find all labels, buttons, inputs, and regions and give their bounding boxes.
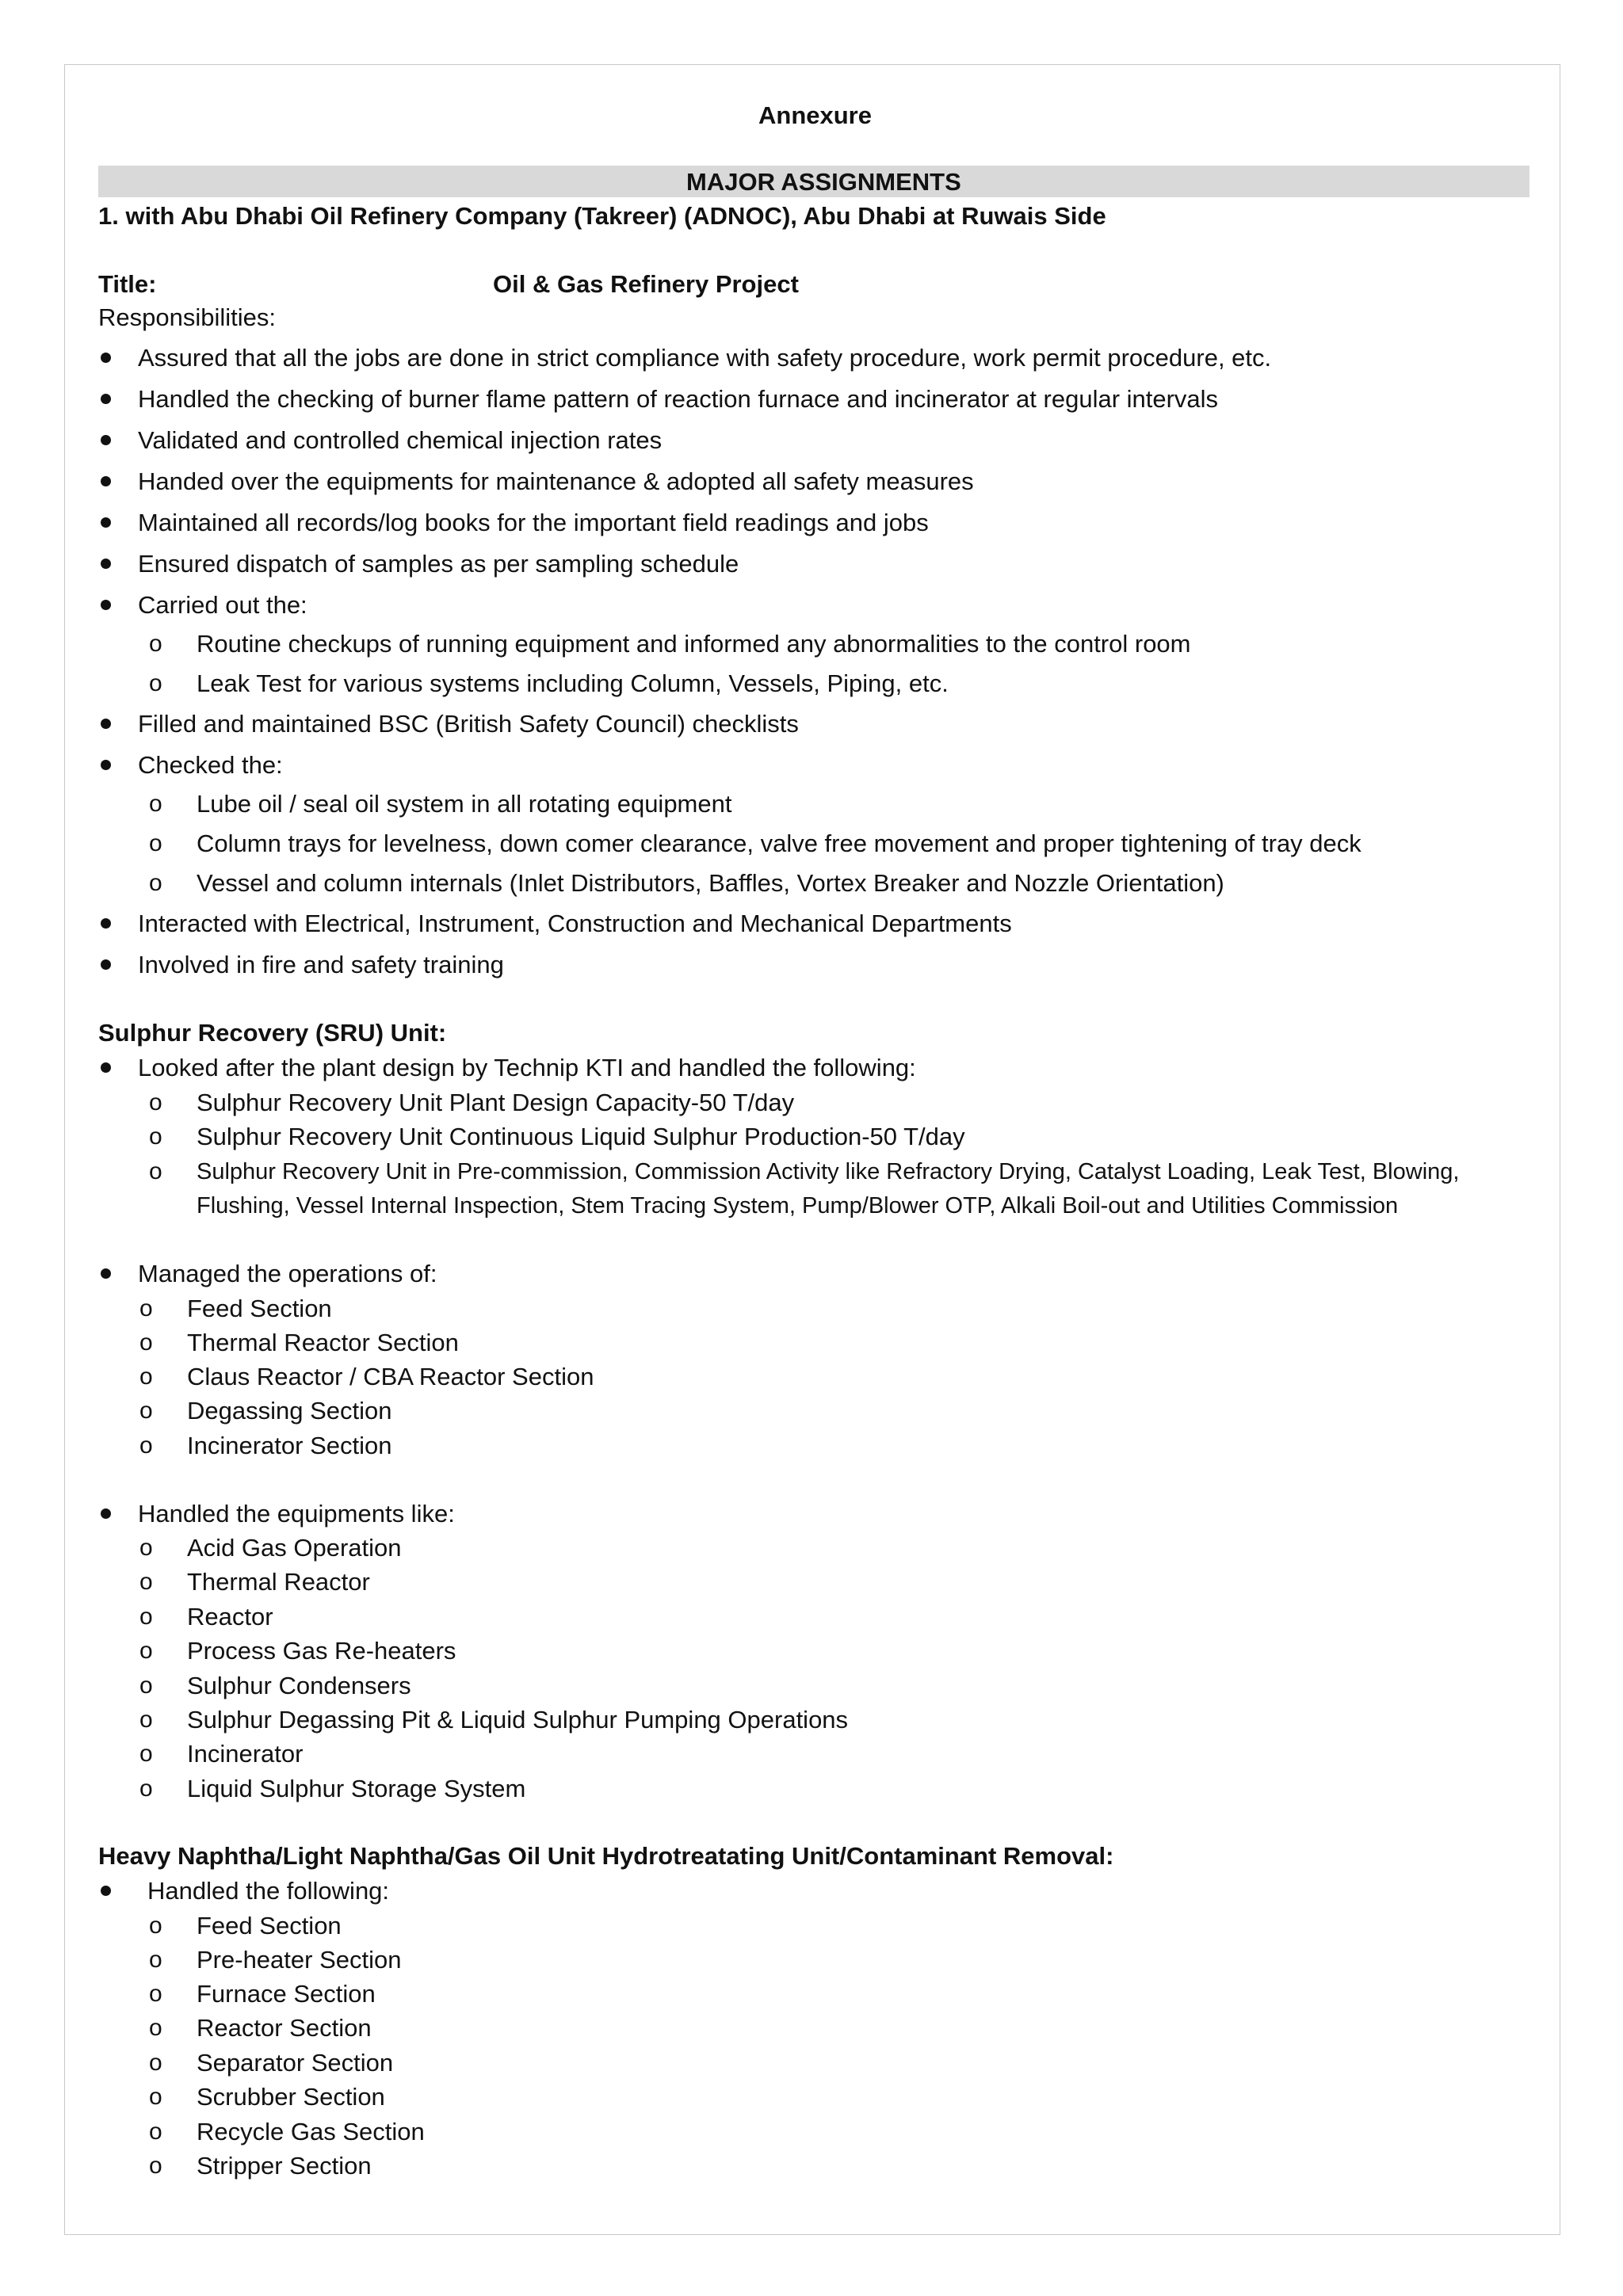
sub-list-item: Sulphur Condensers [187,1672,411,1699]
sub-bullet: o [149,791,162,817]
sub-list-item: Reactor [187,1603,273,1630]
sub-bullet: o [139,1604,153,1630]
bullet [101,353,111,363]
naphtha-heading: Heavy Naphtha/Light Naphtha/Gas Oil Unit Hydrotreatating Unit/Contaminant Removal: [98,1842,1114,1870]
list-item: Handled the equipments like: [138,1500,455,1527]
sub-list-item: Lube oil / seal oil system in all rotating equipment [197,790,732,818]
sub-list-item: Sulphur Recovery Unit Continuous Liquid Sulphur Production-50 T/day [197,1123,965,1150]
sub-bullet: o [149,1981,162,2007]
sub-list-item: Feed Section [197,1912,342,1939]
sub-list-item-continued: Flushing, Vessel Internal Inspection, Stem Tracing System, Pump/Blower OTP, Alkali Boil-out and Utilities Commission [197,1193,1399,1219]
bullet [101,394,111,404]
sub-bullet: o [139,1638,153,1664]
sru-heading: Sulphur Recovery (SRU) Unit: [98,1019,447,1047]
list-item: Handled the checking of burner flame pattern of reaction furnace and incinerator at regular intervals [138,385,1219,413]
sub-bullet: o [149,2084,162,2110]
sub-bullet: o [139,1741,153,1767]
list-item: Handled the following: [147,1877,390,1905]
list-item: Looked after the plant design by Technip KTI and handled the following: [138,1054,916,1081]
bullet [101,1268,111,1279]
sub-list-item: Scrubber Section [197,2083,385,2111]
sub-bullet: o [149,1089,162,1116]
sub-list-item: Routine checkups of running equipment and informed any abnormalities to the control room [197,630,1191,658]
list-item: Managed the operations of: [138,1260,437,1287]
sub-list-item: Vessel and column internals (Inlet Distributors, Baffles, Vortex Breaker and Nozzle Orientation) [197,869,1224,897]
sub-list-item: Reactor Section [197,2014,372,2042]
bullet [101,760,111,770]
sub-list-item: Acid Gas Operation [187,1534,402,1562]
sub-bullet: o [139,1775,153,1802]
sub-list-item: Incinerator Section [187,1432,392,1459]
list-item: Assured that all the jobs are done in strict compliance with safety procedure, work permit procedure, etc. [138,344,1272,372]
sub-bullet: o [139,1432,153,1459]
sub-bullet: o [139,1329,153,1356]
sub-list-item: Pre-heater Section [197,1946,402,1974]
sub-bullet: o [139,1672,153,1699]
sub-list-item: Process Gas Re-heaters [187,1637,456,1665]
sub-bullet: o [149,830,162,856]
sub-list-item: Incinerator [187,1740,304,1768]
title-label: Title: [98,270,157,298]
bullet [101,1508,111,1519]
sub-list-item: Claus Reactor / CBA Reactor Section [187,1363,594,1390]
sub-bullet: o [139,1295,153,1322]
sub-list-item: Furnace Section [197,1980,376,2008]
sub-bullet: o [139,1535,153,1561]
sub-bullet: o [149,1947,162,1973]
bullet [101,719,111,729]
bullet [101,435,111,445]
sub-bullet: o [149,1123,162,1150]
title-value: Oil & Gas Refinery Project [493,270,799,298]
bullet [101,559,111,569]
list-item: Carried out the: [138,591,307,619]
list-item: Filled and maintained BSC (British Safety Council) checklists [138,710,799,738]
sub-list-item: Liquid Sulphur Storage System [187,1775,526,1802]
sub-bullet: o [149,2050,162,2076]
sub-list-item: Column trays for levelness, down comer clearance, valve free movement and proper tightening of tray deck [197,830,1361,857]
sub-bullet: o [149,670,162,696]
list-item: Involved in fire and safety training [138,951,504,978]
sub-bullet: o [149,2015,162,2041]
sub-list-item: Sulphur Degassing Pit & Liquid Sulphur Pumping Operations [187,1706,849,1733]
bullet [101,1886,111,1896]
sub-bullet: o [139,1707,153,1733]
list-item: Ensured dispatch of samples as per sampling schedule [138,550,739,578]
sub-bullet: o [149,2119,162,2145]
bullet [101,959,111,970]
sub-list-item: Separator Section [197,2049,394,2077]
sub-list-item: Feed Section [187,1295,332,1322]
sub-list-item: Thermal Reactor [187,1568,370,1596]
bullet [101,600,111,610]
sub-bullet: o [139,1363,153,1390]
sub-bullet: o [149,1158,162,1184]
sub-bullet: o [139,1398,153,1424]
bullet [101,918,111,929]
responsibilities-label: Responsibilities: [98,303,276,331]
sub-list-item: Thermal Reactor Section [187,1329,459,1356]
bullet [101,1062,111,1073]
list-item: Validated and controlled chemical injection rates [138,426,663,454]
sub-bullet: o [149,870,162,896]
sub-list-item: Recycle Gas Section [197,2118,425,2145]
company-heading: 1. with Abu Dhabi Oil Refinery Company (Takreer) (ADNOC), Abu Dhabi at Ruwais Side [98,202,1106,230]
list-item: Interacted with Electrical, Instrument, Construction and Mechanical Departments [138,910,1012,937]
annexure-title: Annexure [758,101,872,129]
sub-bullet: o [149,631,162,657]
sub-list-item: Degassing Section [187,1397,392,1425]
sub-bullet: o [139,1569,153,1595]
list-item: Handed over the equipments for maintenance & adopted all safety measures [138,467,974,495]
list-item: Maintained all records/log books for the important field readings and jobs [138,509,929,536]
list-item: Checked the: [138,751,283,779]
sub-list-item: Sulphur Recovery Unit in Pre-commission, Commission Activity like Refractory Drying, Catalyst Loading, Leak Test, Blowing, [197,1159,1460,1184]
sub-bullet: o [149,2153,162,2179]
bullet [101,476,111,486]
bullet [101,517,111,528]
section-header-text: MAJOR ASSIGNMENTS [686,168,961,196]
sub-list-item: Sulphur Recovery Unit Plant Design Capacity-50 T/day [197,1089,795,1116]
sub-list-item: Stripper Section [197,2152,372,2180]
sub-list-item: Leak Test for various systems including Column, Vessels, Piping, etc. [197,669,949,697]
sub-bullet: o [149,1913,162,1939]
